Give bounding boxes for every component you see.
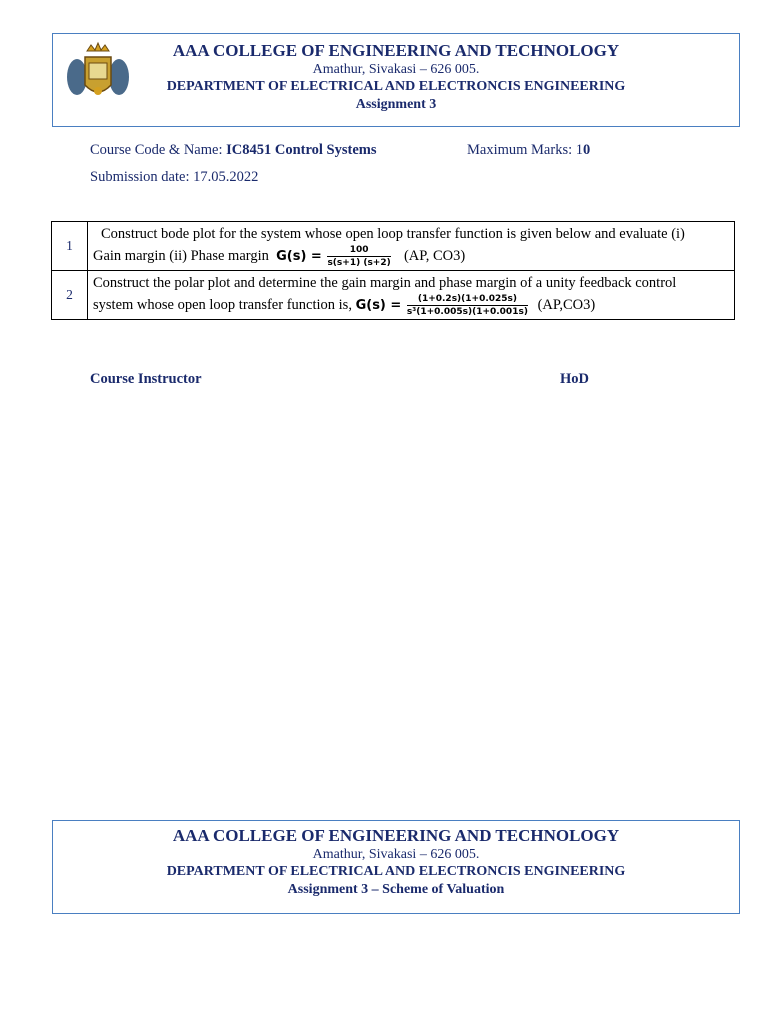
- max-marks-line: [467, 142, 590, 159]
- assignment-title: Assignment 3 – Scheme of Valuation: [287, 882, 505, 897]
- question-number: 2: [52, 271, 88, 320]
- question-line: Construct bode plot for the system whose open loop transfer function is given below and evaluate (i): [101, 226, 685, 242]
- question-line-text: Gain margin (ii) Phase margin: [93, 247, 269, 264]
- hod-label: HoD: [560, 371, 589, 387]
- course-code-line: [90, 142, 377, 159]
- transfer-function-fraction: [407, 294, 528, 317]
- fraction-numerator: (1+0.2s)(1+0.025s): [407, 294, 528, 306]
- transfer-function-fraction: [327, 245, 390, 268]
- assignment-title: Assignment 3: [355, 97, 437, 112]
- college-address: Amathur, Sivakasi – 626 005.: [312, 847, 480, 862]
- header-box: [52, 33, 740, 127]
- college-name: AAA COLLEGE OF ENGINEERING AND TECHNOLOGY: [172, 826, 620, 845]
- question-line: [93, 294, 729, 317]
- question-line: [93, 245, 729, 268]
- table-row: [52, 271, 735, 320]
- formula-lhs: G(s) =: [276, 248, 322, 264]
- course-code-value: IC8451 Control Systems: [226, 142, 377, 158]
- question-line-text: system whose open loop transfer function is,: [93, 296, 352, 313]
- fraction-numerator: 100: [327, 245, 390, 257]
- college-logo: [65, 39, 131, 105]
- question-text: [88, 271, 735, 320]
- max-marks-value: 0: [583, 142, 591, 158]
- question-number: 1: [52, 222, 88, 271]
- course-code-label: Course Code & Name:: [90, 142, 223, 158]
- course-instructor-label: Course Instructor: [90, 371, 202, 387]
- submission-date: Submission date: 17.05.2022: [90, 169, 259, 185]
- question-tag: (AP,CO3): [537, 296, 596, 313]
- college-address: Amathur, Sivakasi – 626 005.: [312, 62, 480, 77]
- question-line: Construct the polar plot and determine the gain margin and phase margin of a unity feedback control: [93, 275, 677, 291]
- question-text: [88, 222, 735, 271]
- max-marks-label: Maximum Marks: 1: [467, 142, 583, 158]
- formula-lhs: G(s) =: [355, 297, 402, 313]
- college-name: AAA COLLEGE OF ENGINEERING AND TECHNOLOGY: [172, 41, 620, 60]
- department-name: DEPARTMENT OF ELECTRICAL AND ELECTRONCIS ENGINEERING: [166, 864, 626, 879]
- questions-table: [51, 221, 735, 320]
- question-tag: (AP, CO3): [403, 247, 466, 264]
- table-row: [52, 222, 735, 271]
- fraction-denominator: s³(1+0.005s)(1+0.001s): [406, 307, 528, 317]
- fraction-denominator: s(s+1) (s+2): [327, 258, 391, 268]
- footer-header-box: [52, 820, 740, 914]
- department-name: DEPARTMENT OF ELECTRICAL AND ELECTRONCIS ENGINEERING: [166, 79, 626, 94]
